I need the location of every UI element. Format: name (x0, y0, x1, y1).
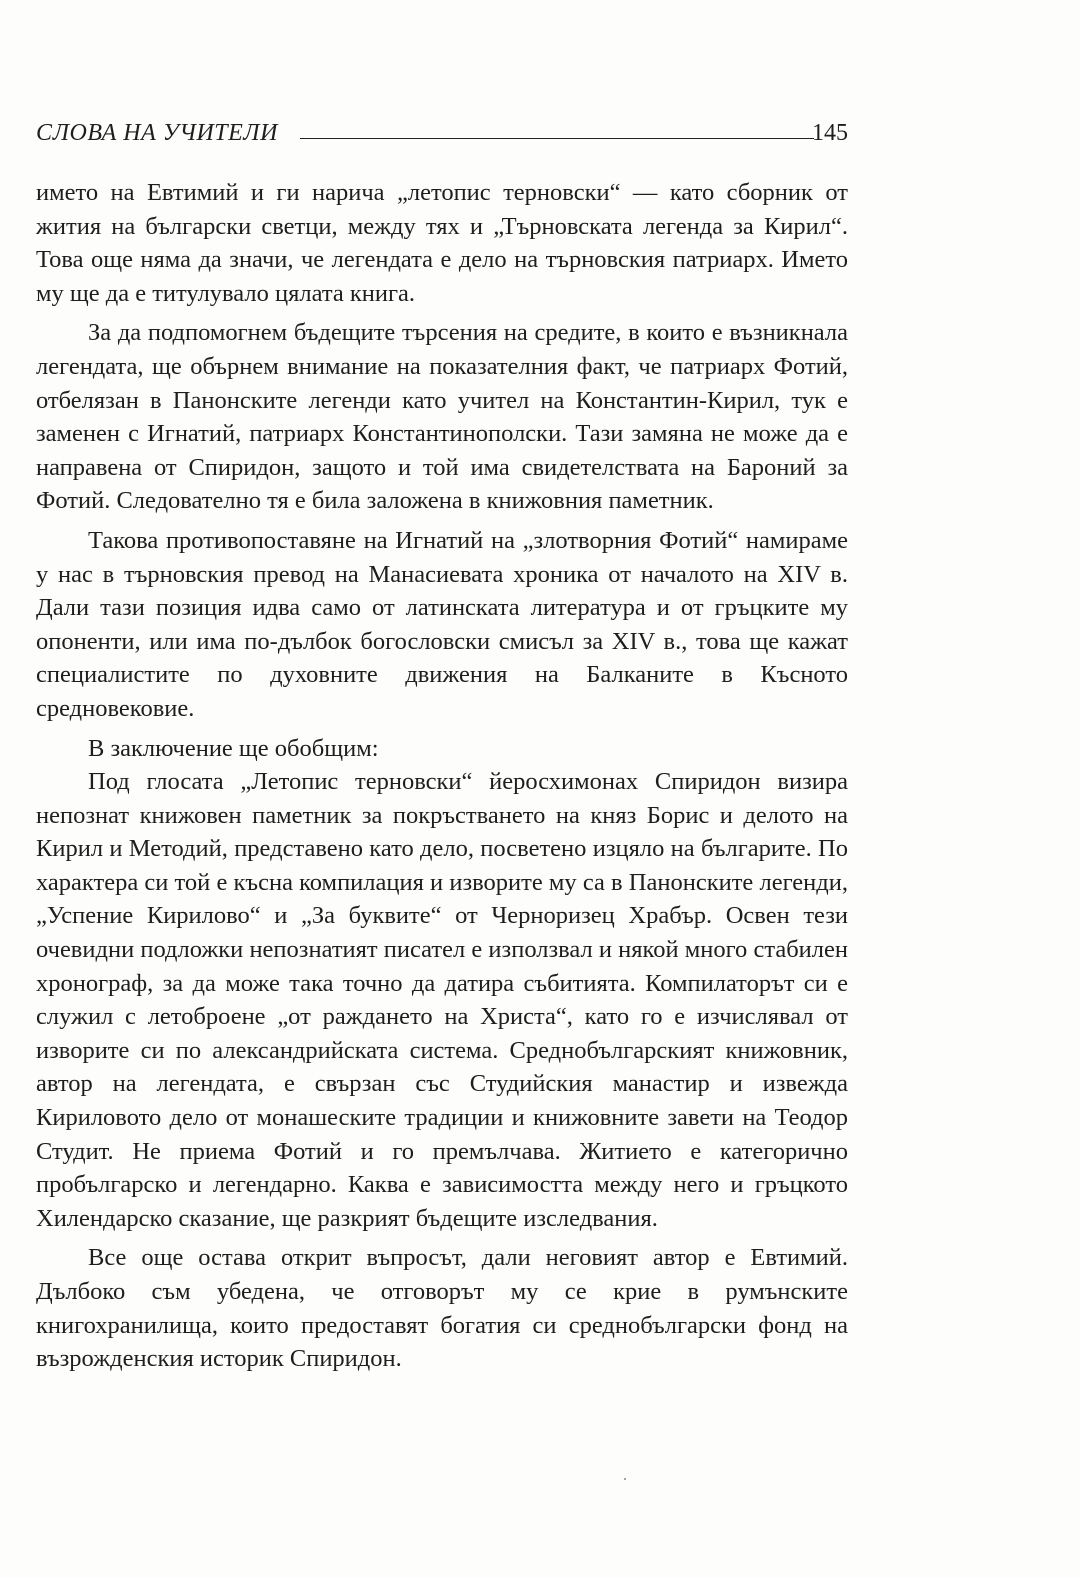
paragraph: Все още остава открит въпросът, дали неговият автор е Евтимий. Дълбоко съм убедена, че отговорът му се крие в румънските книгохранилища, които предоставят богатия си среднобългарски фонд на възрожденския историк Спиридон. (36, 1244, 848, 1373)
running-title: СЛОВА НА УЧИТЕЛИ (36, 120, 278, 146)
body-text (36, 176, 848, 1376)
paragraph-continuation: името на Евтимий и ги нарича „летопис терновски“ — като сборник от жития на български светци, между тях и „Търновската легенда за Кирил“. Това още няма да значи, че легендата е дело на търновския патриарх. Името му ще да е титулувало цялата книга. (36, 179, 848, 307)
paragraph: Под глосата „Летопис терновски“ йеросхимонах Спиридон визира непознат книжовен паметник за покръстването на княз Борис и делото на Кирил и Методий, представено като дело, посветено изцяло на българите. По характера си той е късна компилация и изворите му са в Панонските легенди, „Успение Кирилово“ и „За буквите“ от Черноризец Храбър. Освен тези очевидни подложки непознатият писател е използвал и някой много стабилен хронограф, за да може така точно да датира събитията. Компилаторът си е служил с летоброене „от раждането на Христа“, като го е изчислявал от изворите си по александрийската система. Среднобългарският книжовник, автор на легендата, е свързан със Студийския манастир и извежда Кириловото дело от монашеските традиции и книжовните завети на Теодор Студит. Не приема Фотий и го премълчава. Житието е категорично пробългарско и легендарно. Каква е зависимостта между него и гръцкото Хилендарско сказание, ще разкрият бъдещите изследвания. (36, 768, 848, 1232)
paragraph: В заключение ще обобщим: (88, 734, 379, 762)
paragraph: За да подпомогнем бъдещите търсения на средите, в които е възникнала легендата, ще обърнем внимание на показателния факт, че патриарх Фотий, отбелязан в Панонските легенди като учител на Константин-Кирил, тук е заменен с Игнатий, патриарх Константинополски. Тази замяна не може да е направена от Спиридон, защото и той има свидетелствата на Бароний за Фотий. Следователно тя е била заложена в книжовния паметник. (36, 319, 848, 515)
paragraph: Такова противопоставяне на Игнатий на „злотворния Фотий“ намираме у нас в търновския превод на Манасиевата хроника от началото на XIV в. Дали тази позиция идва само от латинската литература и от гръцките му опоненти, или има по-дълбок богословски смисъл за XIV в., това ще кажат специалистите по духовните движения на Балканите в Късното средновековие. (36, 526, 848, 722)
page-number: 145 (812, 120, 848, 146)
header-rule (300, 138, 814, 139)
print-speck (624, 1478, 626, 1480)
running-header (36, 114, 848, 154)
